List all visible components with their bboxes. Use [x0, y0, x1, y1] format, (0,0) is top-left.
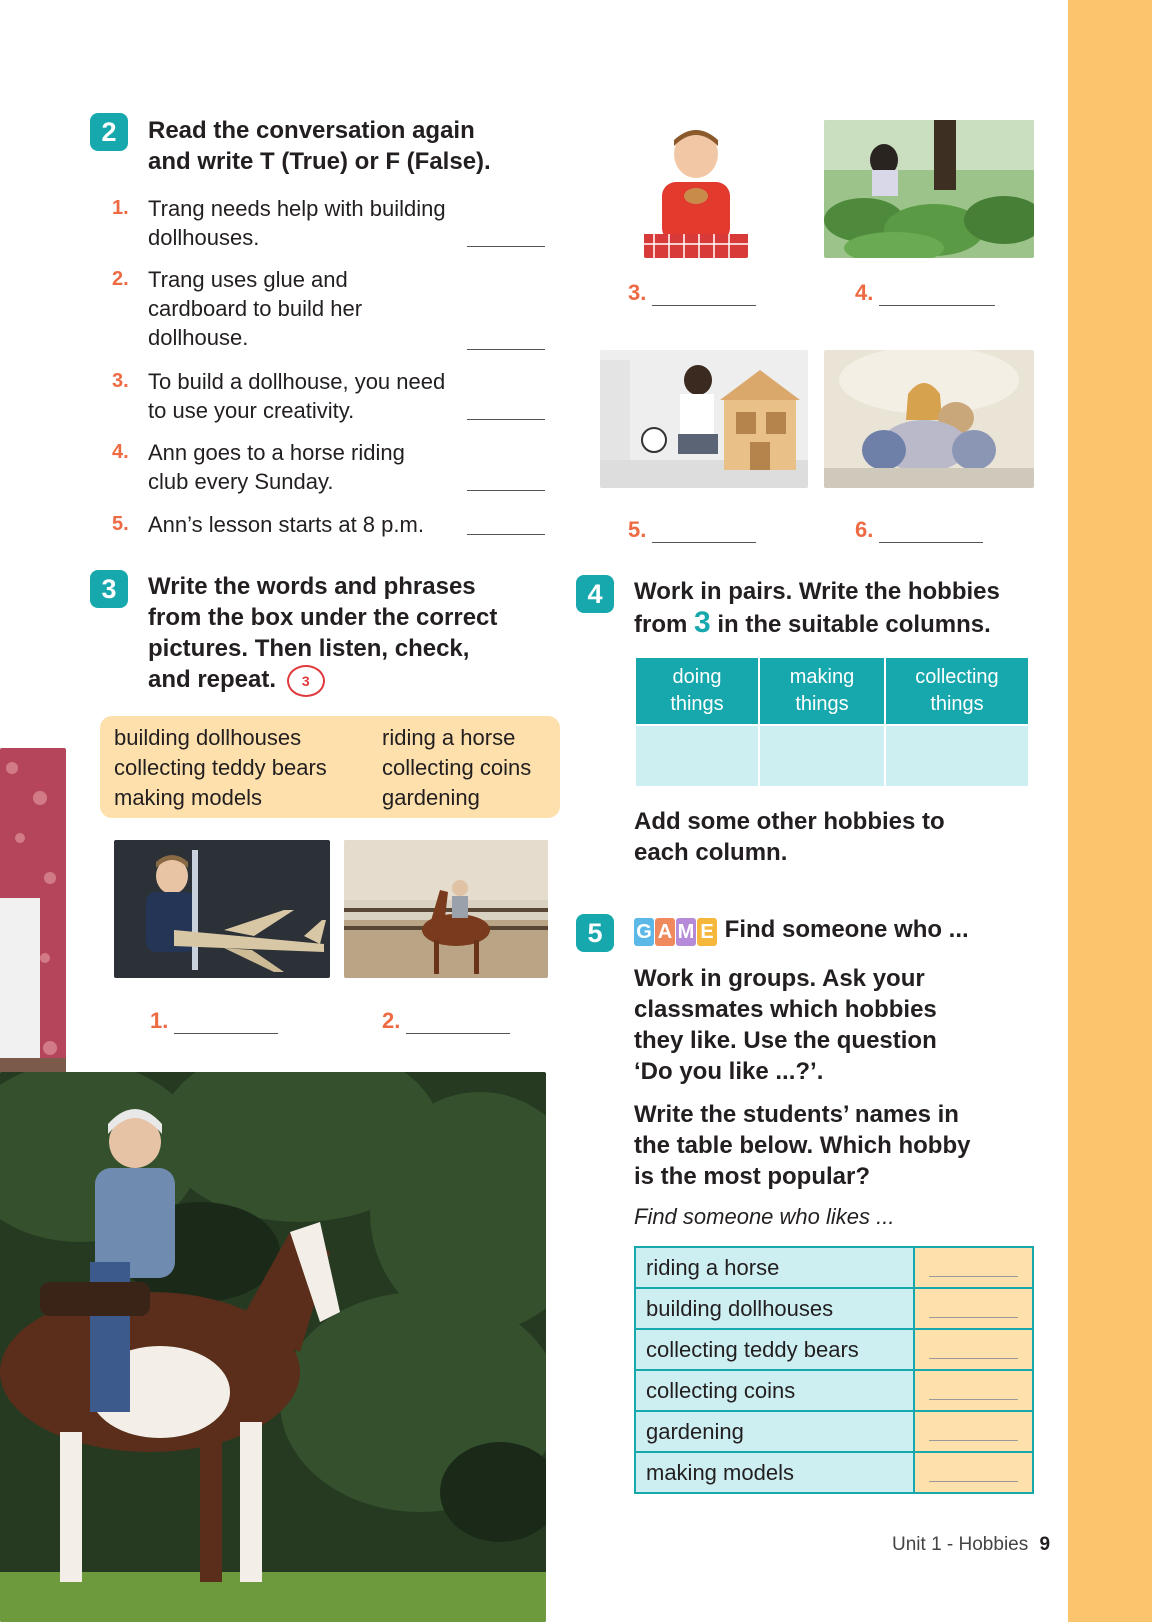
column-header-line: collecting	[915, 666, 999, 688]
caption-number: 2.	[382, 1008, 401, 1033]
exercise-4-heading-text: in the suitable columns.	[717, 611, 991, 638]
caption-2	[382, 1008, 510, 1034]
game-letter: E	[697, 918, 717, 946]
photo-girl-teddy-bears	[824, 350, 1034, 488]
exercise-3-heading-line	[148, 664, 497, 697]
game-letter: M	[676, 918, 696, 946]
exercise-3-heading-line: Write the words and phrases	[148, 573, 476, 600]
name-blank	[929, 1317, 1018, 1318]
caption-number: 6.	[855, 517, 874, 542]
name-cell[interactable]	[914, 1329, 1033, 1370]
caption-6	[855, 517, 983, 543]
photo-boy-making-model	[644, 124, 748, 258]
name-cell[interactable]	[914, 1411, 1033, 1452]
audio-track-number: 3	[301, 672, 310, 689]
name-blank	[929, 1481, 1018, 1482]
question-number: 2.	[112, 268, 129, 290]
exercise-5-paragraph-2	[634, 1099, 970, 1192]
question-text: Ann goes to a horse riding club every Sunday.	[148, 440, 405, 494]
exercise-5-badge: 5	[576, 914, 614, 952]
footer-unit: Unit 1 - Hobbies	[892, 1534, 1029, 1555]
exercise-2-heading-line: and write T (True) or F (False).	[148, 148, 491, 175]
exercise-3-heading	[148, 571, 497, 697]
paragraph-line: they like. Use the question	[634, 1027, 937, 1054]
instruction-line: each column.	[634, 839, 788, 866]
table-row	[635, 1247, 1033, 1288]
exercise-5-title: Find someone who ...	[724, 916, 969, 943]
tf-question-2	[112, 265, 542, 355]
exercise-2-heading-line: Read the conversation again	[148, 117, 475, 144]
caption-4	[855, 280, 995, 306]
table-row	[635, 1452, 1033, 1493]
name-cell[interactable]	[914, 1452, 1033, 1493]
tf-question-5	[112, 510, 542, 542]
answer-cell[interactable]	[635, 725, 759, 787]
horse-rider-illustration	[0, 1072, 546, 1622]
word-box-item: collecting coins	[382, 755, 532, 780]
name-blank	[929, 1276, 1018, 1277]
exercise-2-heading	[148, 115, 491, 177]
caption-number: 4.	[855, 280, 874, 305]
answer-blank[interactable]	[467, 534, 545, 535]
question-number: 3.	[112, 370, 129, 392]
table-row	[635, 1329, 1033, 1370]
caption-blank[interactable]	[879, 522, 983, 543]
dollhouse-illustration	[600, 350, 808, 488]
question-text: To build a dollhouse, you need to use your creativity.	[148, 369, 446, 423]
name-blank	[929, 1399, 1018, 1400]
column-header-line: things	[930, 693, 984, 715]
word-box-item: riding a horse	[382, 725, 516, 750]
answer-blank[interactable]	[467, 490, 545, 491]
caption-blank[interactable]	[879, 285, 995, 306]
model-plane-illustration	[114, 840, 330, 978]
tf-question-4	[112, 438, 542, 498]
name-cell[interactable]	[914, 1370, 1033, 1411]
hobby-cell: riding a horse	[635, 1247, 914, 1288]
hobby-cell: making models	[635, 1452, 914, 1493]
caption-5	[628, 517, 756, 543]
table-row	[635, 1288, 1033, 1329]
boy-model-illustration	[644, 124, 748, 258]
gardening-illustration	[824, 120, 1034, 258]
exercise-4-extra-instruction	[634, 806, 945, 868]
name-blank	[929, 1440, 1018, 1441]
caption-number: 5.	[628, 517, 647, 542]
word-box-item: building dollhouses	[114, 725, 302, 750]
photo-girl-riding-horse	[344, 840, 548, 978]
photo-girl-horse-large	[0, 1072, 546, 1622]
column-header-doing	[635, 657, 759, 725]
question-text: Trang needs help with building dollhouses.	[148, 196, 446, 250]
tf-question-1	[112, 194, 542, 254]
word-box-item: gardening	[382, 785, 480, 810]
game-badge	[634, 915, 718, 946]
exercise-5-prompt: Find someone who likes ...	[634, 1204, 895, 1229]
exercise-4-heading-line: Work in pairs. Write the hobbies	[634, 578, 1000, 605]
teddy-bears-illustration	[824, 350, 1034, 488]
answer-cell[interactable]	[885, 725, 1029, 787]
caption-number: 3.	[628, 280, 647, 305]
page-footer	[892, 1534, 1050, 1556]
hobby-cell: collecting teddy bears	[635, 1329, 914, 1370]
table-row	[635, 725, 1029, 787]
instruction-line: Add some other hobbies to	[634, 808, 945, 835]
photo-girl-gardening	[824, 120, 1034, 258]
answer-blank[interactable]	[467, 419, 545, 420]
paragraph-line: classmates which hobbies	[634, 996, 937, 1023]
curtain-illustration	[0, 748, 66, 1103]
caption-blank[interactable]	[652, 522, 756, 543]
column-header-line: making	[789, 666, 855, 688]
question-text: Ann’s lesson starts at 8 p.m.	[148, 512, 424, 537]
answer-blank[interactable]	[467, 246, 545, 247]
photo-boy-model-plane	[114, 840, 330, 978]
caption-blank[interactable]	[652, 285, 756, 306]
caption-blank[interactable]	[174, 1013, 278, 1034]
word-box-item: collecting teddy bears	[114, 755, 327, 780]
exercise-4-heading	[634, 576, 1000, 640]
exercise-4-heading-line	[634, 607, 1000, 640]
hobby-cell: building dollhouses	[635, 1288, 914, 1329]
column-header-collecting	[885, 657, 1029, 725]
tf-question-3	[112, 367, 542, 427]
exercise-3-heading-line: pictures. Then listen, check,	[148, 635, 470, 662]
table-row	[635, 1411, 1033, 1452]
caption-blank[interactable]	[406, 1013, 510, 1034]
table-header-row	[635, 657, 1029, 725]
column-header-making	[759, 657, 885, 725]
exercise-reference-number: 3	[694, 606, 711, 639]
find-someone-table	[634, 1246, 1034, 1494]
answer-cell[interactable]	[759, 725, 885, 787]
riding-horse-illustration	[344, 840, 548, 978]
answer-blank[interactable]	[467, 349, 545, 350]
hobby-columns-table	[634, 656, 1030, 788]
word-box-item: making models	[114, 785, 262, 810]
exercise-2-badge: 2	[90, 113, 128, 151]
page-edge-band	[1068, 0, 1152, 1622]
hobby-cell: collecting coins	[635, 1370, 914, 1411]
exercise-5-heading	[634, 914, 969, 946]
word-box	[100, 716, 560, 818]
exercise-3-heading-line: from the box under the correct	[148, 604, 498, 631]
game-letter: G	[634, 918, 654, 946]
question-number: 4.	[112, 441, 129, 463]
paragraph-line: the table below. Which hobby	[634, 1132, 971, 1159]
paragraph-line: Work in groups. Ask your	[634, 965, 925, 992]
exercise-5-paragraph-1	[634, 963, 937, 1087]
exercise-4-badge: 4	[576, 575, 614, 613]
name-blank	[929, 1358, 1018, 1359]
photo-boy-building-dollhouse	[600, 350, 808, 488]
column-header-line: things	[795, 693, 849, 715]
question-number: 1.	[112, 197, 129, 219]
audio-track-icon[interactable]	[287, 665, 325, 697]
exercise-3-heading-text: and repeat.	[148, 666, 277, 693]
caption-1	[150, 1008, 278, 1034]
page-number: 9	[1039, 1534, 1051, 1555]
exercise-4-heading-text: from	[634, 611, 688, 638]
paragraph-line: is the most popular?	[634, 1163, 871, 1190]
exercise-3-badge: 3	[90, 570, 128, 608]
column-header-line: doing	[672, 666, 722, 688]
caption-3	[628, 280, 756, 306]
name-cell[interactable]	[914, 1247, 1033, 1288]
photo-curtain-crop	[0, 748, 66, 1103]
game-letter: A	[655, 918, 675, 946]
paragraph-line: Write the students’ names in	[634, 1101, 959, 1128]
name-cell[interactable]	[914, 1288, 1033, 1329]
paragraph-line: ‘Do you like ...?’.	[634, 1058, 824, 1085]
question-number: 5.	[112, 513, 129, 535]
hobby-cell: gardening	[635, 1411, 914, 1452]
column-header-line: things	[670, 693, 724, 715]
table-row	[635, 1370, 1033, 1411]
caption-number: 1.	[150, 1008, 169, 1033]
question-text: Trang uses glue and cardboard to build her dollhouse.	[148, 267, 363, 350]
